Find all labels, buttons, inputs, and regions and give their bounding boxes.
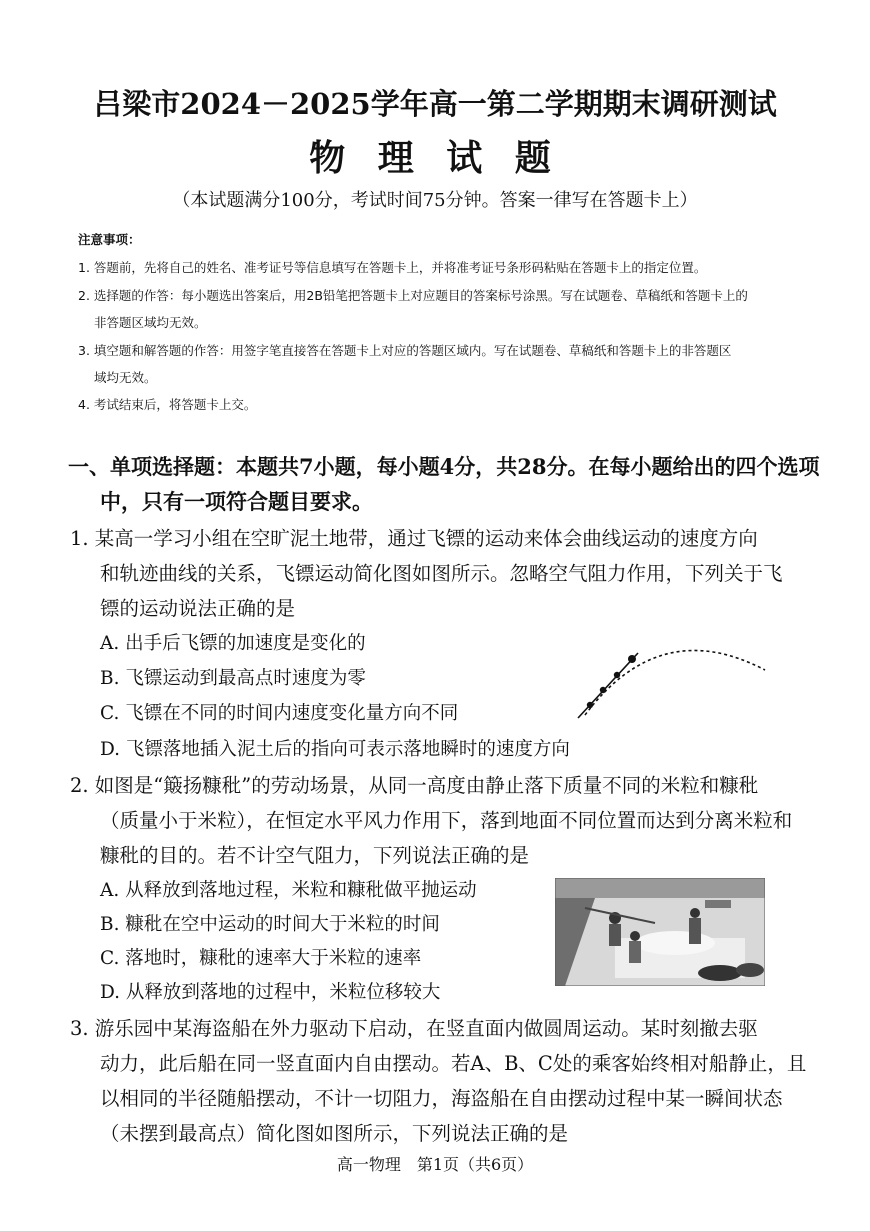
q2-option-d: D. 从释放到落地的过程中，米粒位移较大: [100, 982, 441, 1003]
q2-stem-line2: （质量小于米粒），在恒定水平风力作用下，落到地面不同位置而达到分离米粒和: [100, 809, 793, 832]
q2-stem-line3: 糠秕的目的。若不计空气阻力，下列说法正确的是: [100, 844, 530, 867]
q1-stem-line1: 1. 某高一学习小组在空旷泥土地带，通过飞镖的运动来体会曲线运动的速度方向: [70, 527, 758, 550]
exam-title: 吕梁市2024－2025学年高一第二学期期末调研测试: [93, 87, 777, 121]
winnowing-scene-image: [555, 878, 765, 986]
q1-stem-line2: 和轨迹曲线的关系，飞镖运动简化图如图所示。忽略空气阻力作用，下列关于飞: [100, 562, 783, 585]
dart-shaft: [578, 653, 638, 718]
dart-trajectory-figure: [570, 635, 770, 725]
q1-option-a: A. 出手后飞镖的加速度是变化的: [100, 633, 366, 654]
trajectory-curve: [585, 650, 765, 715]
notice-item-1: 1. 答题前，先将自己的姓名、准考证号等信息填写在答题卡上，并将准考证号条形码粘贴在答题卡上的指定位置。: [78, 260, 707, 275]
q2-option-a: A. 从释放到落地过程，米粒和糠秕做平抛运动: [100, 880, 477, 901]
page-footer: 高一物理 第1页（共6页）: [336, 1155, 534, 1174]
q3-stem-line3: 以相同的半径随船摆动，不计一切阻力，海盗船在自由摆动过程中某一瞬间状态: [100, 1087, 783, 1110]
notice-item-3: 3. 填空题和解答题的作答：用签字笔直接答在答题卡上对应的答题区域内。写在试题卷、草稿纸和答题卡上的非答题区: [78, 343, 732, 358]
notice-item-2-cont: 非答题区域均无效。: [94, 315, 207, 330]
subject-title: 物 理 试 题: [309, 137, 561, 179]
dart-point: [587, 702, 593, 708]
q1-option-c: C. 飞镖在不同的时间内速度变化量方向不同: [100, 703, 459, 724]
dart-point: [628, 655, 636, 663]
q3-stem-line1: 3. 游乐园中某海盗船在外力驱动下启动，在竖直面内做圆周运动。某时刻撤去驱: [70, 1017, 758, 1040]
notice-item-3-cont: 域均无效。: [94, 370, 157, 385]
notice-heading: 注意事项：: [78, 232, 141, 247]
exam-note: （本试题满分100分，考试时间75分钟。答案一律写在答题卡上）: [172, 190, 698, 211]
notice-item-4: 4. 考试结束后，将答题卡上交。: [78, 397, 257, 412]
q1-option-b: B. 飞镖运动到最高点时速度为零: [100, 668, 366, 689]
q2-stem-line1: 2. 如图是“簸扬糠秕”的劳动场景，从同一高度由静止落下质量不同的米粒和糠秕: [70, 774, 759, 797]
dart-point: [614, 672, 620, 678]
section-heading-cont: 中，只有一项符合题目要求。: [100, 489, 373, 514]
q2-option-b: B. 糠秕在空中运动的时间大于米粒的时间: [100, 914, 440, 935]
section-heading: 一、单项选择题：本题共7小题，每小题4分，共28分。在每小题给出的四个选项: [68, 454, 820, 479]
dart-point: [600, 687, 606, 693]
q1-option-d: D. 飞镖落地插入泥土后的指向可表示落地瞬时的速度方向: [100, 739, 570, 760]
q2-option-c: C. 落地时，糠秕的速率大于米粒的速率: [100, 948, 422, 969]
q3-stem-line4: （未摆到最高点）简化图如图所示，下列说法正确的是: [100, 1122, 569, 1145]
notice-item-2: 2. 选择题的作答：每小题选出答案后，用2B铅笔把答题卡上对应题目的答案标号涂黑。写在试题卷、草稿纸和答题卡上的: [78, 288, 748, 303]
q1-stem-line3: 镖的运动说法正确的是: [100, 597, 296, 620]
q3-stem-line2: 动力，此后船在同一竖直面内自由摆动。若A、B、C处的乘客始终相对船静止，且: [100, 1052, 807, 1075]
